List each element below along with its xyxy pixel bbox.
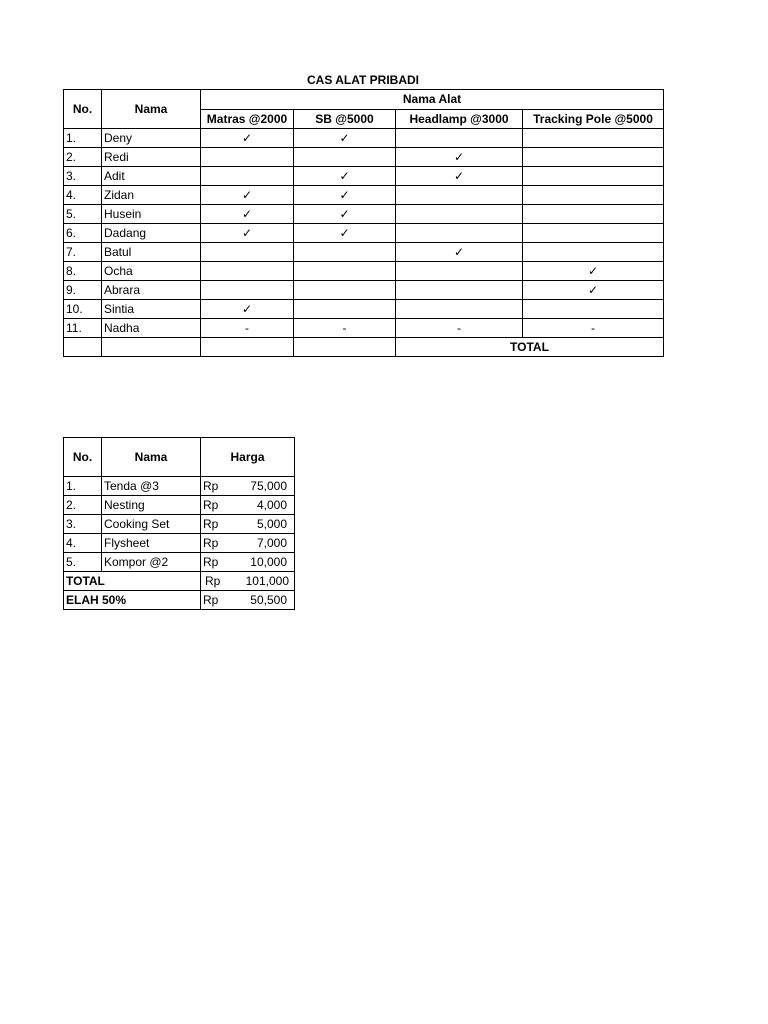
row-number: 2. <box>64 148 102 167</box>
row-name: Zidan <box>102 186 201 205</box>
item-cell <box>396 262 523 281</box>
row-number: 11. <box>64 319 102 338</box>
row-name: Ocha <box>102 262 201 281</box>
currency-label: Rp <box>203 498 219 512</box>
check-mark: ✓ <box>523 281 664 300</box>
check-mark: ✓ <box>201 186 294 205</box>
total-row-cell <box>201 338 294 357</box>
item-cell <box>396 224 523 243</box>
price-cell <box>201 553 295 572</box>
item-cell <box>294 243 396 262</box>
table-row <box>64 148 664 167</box>
price-cell <box>201 534 295 553</box>
row-number: 5. <box>64 205 102 224</box>
item-cell <box>396 186 523 205</box>
check-mark: ✓ <box>201 300 294 319</box>
table-row <box>64 534 295 553</box>
price-amount: 4,000 <box>256 498 287 512</box>
total-row-cell <box>64 338 102 357</box>
item-cell <box>294 300 396 319</box>
item-cell <box>523 148 664 167</box>
row-name: Redi <box>102 148 201 167</box>
item-cell <box>523 205 664 224</box>
item-cell <box>396 300 523 319</box>
row-number: 4. <box>64 534 102 553</box>
check-mark: ✓ <box>294 205 396 224</box>
item-cell <box>294 262 396 281</box>
table-row <box>64 186 664 205</box>
currency-label: Rp <box>203 555 219 569</box>
header-headlamp: Headlamp @3000 <box>396 109 523 129</box>
half-row <box>64 591 295 610</box>
table-row <box>64 477 295 496</box>
header-tracking-pole: Tracking Pole @5000 <box>523 109 664 129</box>
check-mark: ✓ <box>396 167 523 186</box>
price-cell <box>201 477 295 496</box>
total-row-cell <box>294 338 396 357</box>
table-row <box>64 319 664 338</box>
table-row <box>64 515 295 534</box>
row-name: Nadha <box>102 319 201 338</box>
price-table <box>63 437 295 610</box>
total-row-cell <box>102 338 201 357</box>
item-cell <box>523 129 664 148</box>
item-cell <box>201 262 294 281</box>
item-cell: - <box>523 319 664 338</box>
row-name: Nesting <box>102 496 201 515</box>
row-number: 3. <box>64 515 102 534</box>
check-mark: ✓ <box>294 167 396 186</box>
table-row <box>64 553 295 572</box>
item-cell <box>523 224 664 243</box>
price-cell <box>201 496 295 515</box>
currency-label: Rp <box>203 536 219 550</box>
check-mark: ✓ <box>294 129 396 148</box>
row-name: Deny <box>102 129 201 148</box>
currency-label: Rp <box>203 517 219 531</box>
check-mark: ✓ <box>294 224 396 243</box>
item-cell: - <box>396 319 523 338</box>
currency-label: Rp <box>205 574 221 588</box>
header-harga: Harga <box>201 438 295 477</box>
row-name: Tenda @3 <box>102 477 201 496</box>
header-nama: Nama <box>102 90 201 129</box>
check-mark: ✓ <box>201 129 294 148</box>
row-name: Dadang <box>102 224 201 243</box>
row-name: Flysheet <box>102 534 201 553</box>
row-number: 8. <box>64 262 102 281</box>
price-amount: 75,000 <box>250 479 287 493</box>
equipment-checklist-table <box>63 89 664 357</box>
item-cell <box>294 281 396 300</box>
table-title: CAS ALAT PRIBADI <box>307 73 419 87</box>
price-amount: 7,000 <box>256 536 287 550</box>
item-cell <box>523 300 664 319</box>
check-mark: ✓ <box>523 262 664 281</box>
half-price-cell <box>201 591 295 610</box>
item-cell <box>294 148 396 167</box>
row-number: 3. <box>64 167 102 186</box>
row-number: 1. <box>64 477 102 496</box>
check-mark: ✓ <box>201 224 294 243</box>
item-cell <box>201 148 294 167</box>
row-number: 7. <box>64 243 102 262</box>
table-row <box>64 243 664 262</box>
item-cell: - <box>294 319 396 338</box>
item-cell <box>201 243 294 262</box>
item-cell <box>523 167 664 186</box>
price-amount: 5,000 <box>256 517 287 531</box>
row-number: 6. <box>64 224 102 243</box>
check-mark: ✓ <box>201 205 294 224</box>
item-cell <box>523 186 664 205</box>
header-no: No. <box>64 438 102 477</box>
table-row <box>64 129 664 148</box>
item-cell <box>396 205 523 224</box>
table-row <box>64 167 664 186</box>
currency-label: Rp <box>203 479 219 493</box>
row-number: 5. <box>64 553 102 572</box>
header-nama: Nama <box>102 438 201 477</box>
total-row <box>64 572 295 591</box>
check-mark: ✓ <box>396 243 523 262</box>
item-cell: - <box>201 319 294 338</box>
row-name: Abrara <box>102 281 201 300</box>
table-row <box>64 496 295 515</box>
item-cell <box>201 167 294 186</box>
item-cell <box>201 281 294 300</box>
table-row <box>64 300 664 319</box>
half-label: ELAH 50% <box>64 591 201 610</box>
row-name: Husein <box>102 205 201 224</box>
header-matras: Matras @2000 <box>201 109 294 129</box>
item-cell <box>396 129 523 148</box>
half-amount: 50,500 <box>250 593 287 607</box>
row-name: Batul <box>102 243 201 262</box>
item-cell <box>523 243 664 262</box>
row-number: 4. <box>64 186 102 205</box>
total-label: TOTAL <box>396 338 664 357</box>
item-cell <box>396 281 523 300</box>
header-nama-alat: Nama Alat <box>201 90 664 110</box>
row-name: Cooking Set <box>102 515 201 534</box>
price-cell <box>201 515 295 534</box>
header-no: No. <box>64 90 102 129</box>
currency-label: Rp <box>203 593 219 607</box>
row-number: 10. <box>64 300 102 319</box>
row-name: Sintia <box>102 300 201 319</box>
table-row <box>64 205 664 224</box>
table-row <box>64 262 664 281</box>
row-number: 9. <box>64 281 102 300</box>
check-mark: ✓ <box>294 186 396 205</box>
row-number: 1. <box>64 129 102 148</box>
total-price-cell <box>201 572 295 591</box>
row-number: 2. <box>64 496 102 515</box>
total-row <box>64 338 664 357</box>
row-name: Adit <box>102 167 201 186</box>
check-mark: ✓ <box>396 148 523 167</box>
row-name: Kompor @2 <box>102 553 201 572</box>
header-sb: SB @5000 <box>294 109 396 129</box>
table-row <box>64 281 664 300</box>
total-amount: 101,000 <box>245 574 289 588</box>
table-row <box>64 224 664 243</box>
price-amount: 10,000 <box>250 555 287 569</box>
total-label: TOTAL <box>64 572 201 591</box>
